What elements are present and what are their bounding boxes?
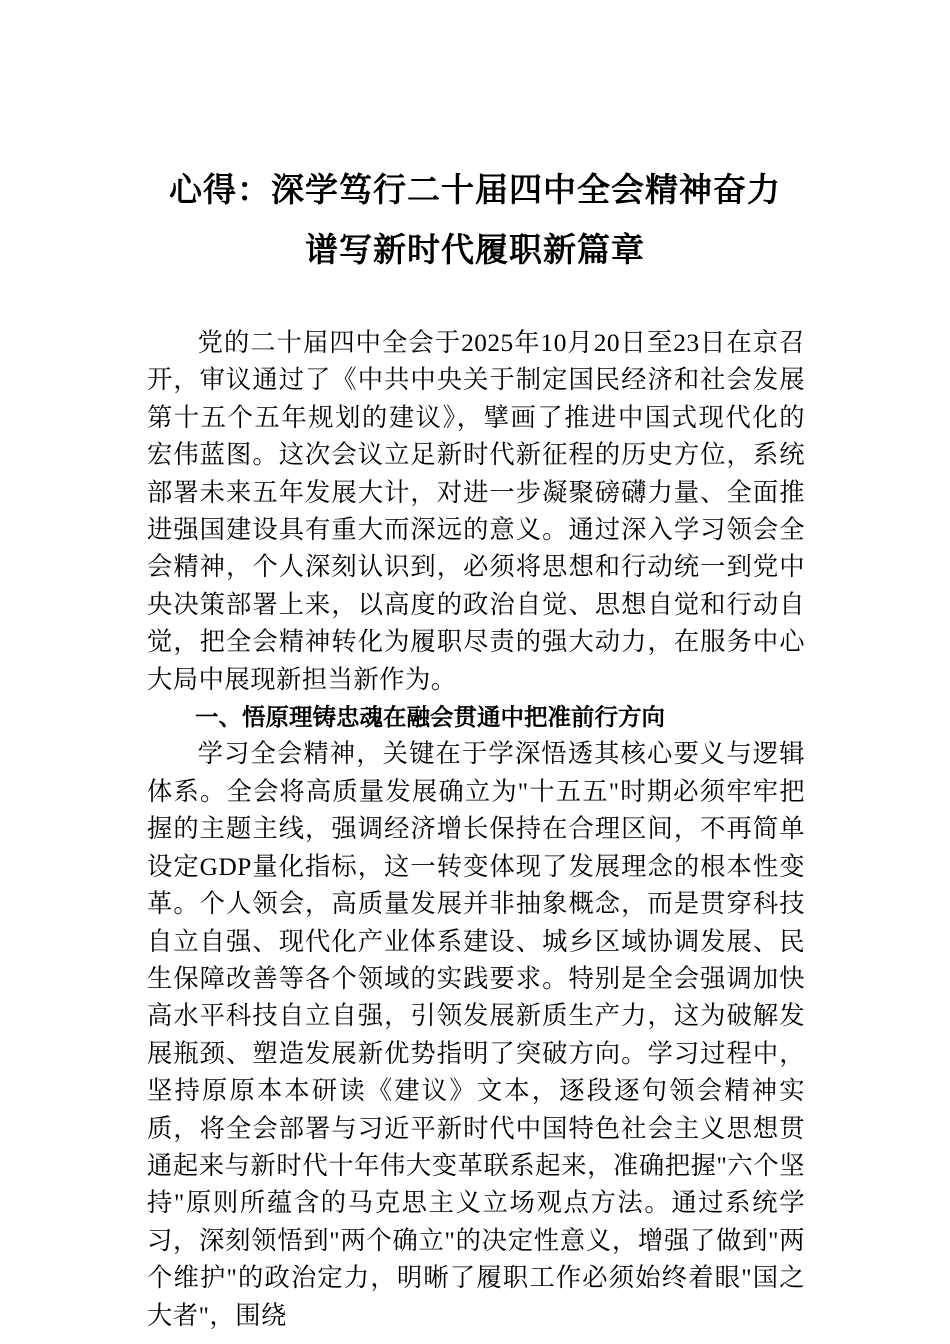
title-line-2: 谱写新时代履职新篇章 bbox=[305, 230, 645, 269]
title-line-1: 心得：深学笃行二十届四中全会精神奋力 bbox=[169, 170, 781, 209]
section-1-paragraph: 学习全会精神，关键在于学深悟透其核心要义与逻辑体系。全会将高质量发展确立为"十五五"时期必须牢牢把握的主题主线，强调经济增长保持在合理区间，不再简单设定GDP量化指标，这一转变体现了发展理念的根本性变革。个人领会，高质量发展并非抽象概念，而是贯穿科技自立自强、现代化产业体系建设、城乡区域协调发展、民生保障改善等各个领域的实践要求。特别是全会强调加快高水平科技自立自强，引领发展新质生产力，这为破解发展瓶颈、塑造发展新优势指明了突破方向。学习过程中，坚持原原本本研读《建议》文本，逐段逐句领会精神实质，将全会部署与习近平新时代中国特色社会主义思想贯通起来与新时代十年伟大变革联系起来，准确把握"六个坚持"原则所蕴含的马克思主义立场观点方法。通过系统学习，深刻领悟到"两个确立"的决定性意义，增强了做到"两个维护"的政治定力，明晰了履职工作必须始终着眼"国之大者"，围绕 bbox=[147, 740, 805, 1330]
section-heading-1: 一、悟原理铸忠魂在融会贯通中把准前行方向 bbox=[195, 703, 665, 732]
document-title bbox=[0, 160, 950, 280]
intro-paragraph: 党的二十届四中全会于2025年10月20日至23日在京召开，审议通过了《中共中央关于制定国民经济和社会发展第十五个五年规划的建议》，擘画了推进中国式现代化的宏伟蓝图。这次会议立足新时代新征程的历史方位，系统部署未来五年发展大计，对进一步凝聚磅礴力量、全面推进强国建设具有重大而深远的意义。通过深入学习领会全会精神，个人深刻认识到，必须将思想和行动统一到党中央决策部署上来，以高度的政治自觉、思想自觉和行动自觉，把全会精神转化为履职尽责的强大动力，在服务中心大局中展现新担当新作为。 bbox=[147, 329, 805, 694]
document-body bbox=[147, 325, 805, 1335]
